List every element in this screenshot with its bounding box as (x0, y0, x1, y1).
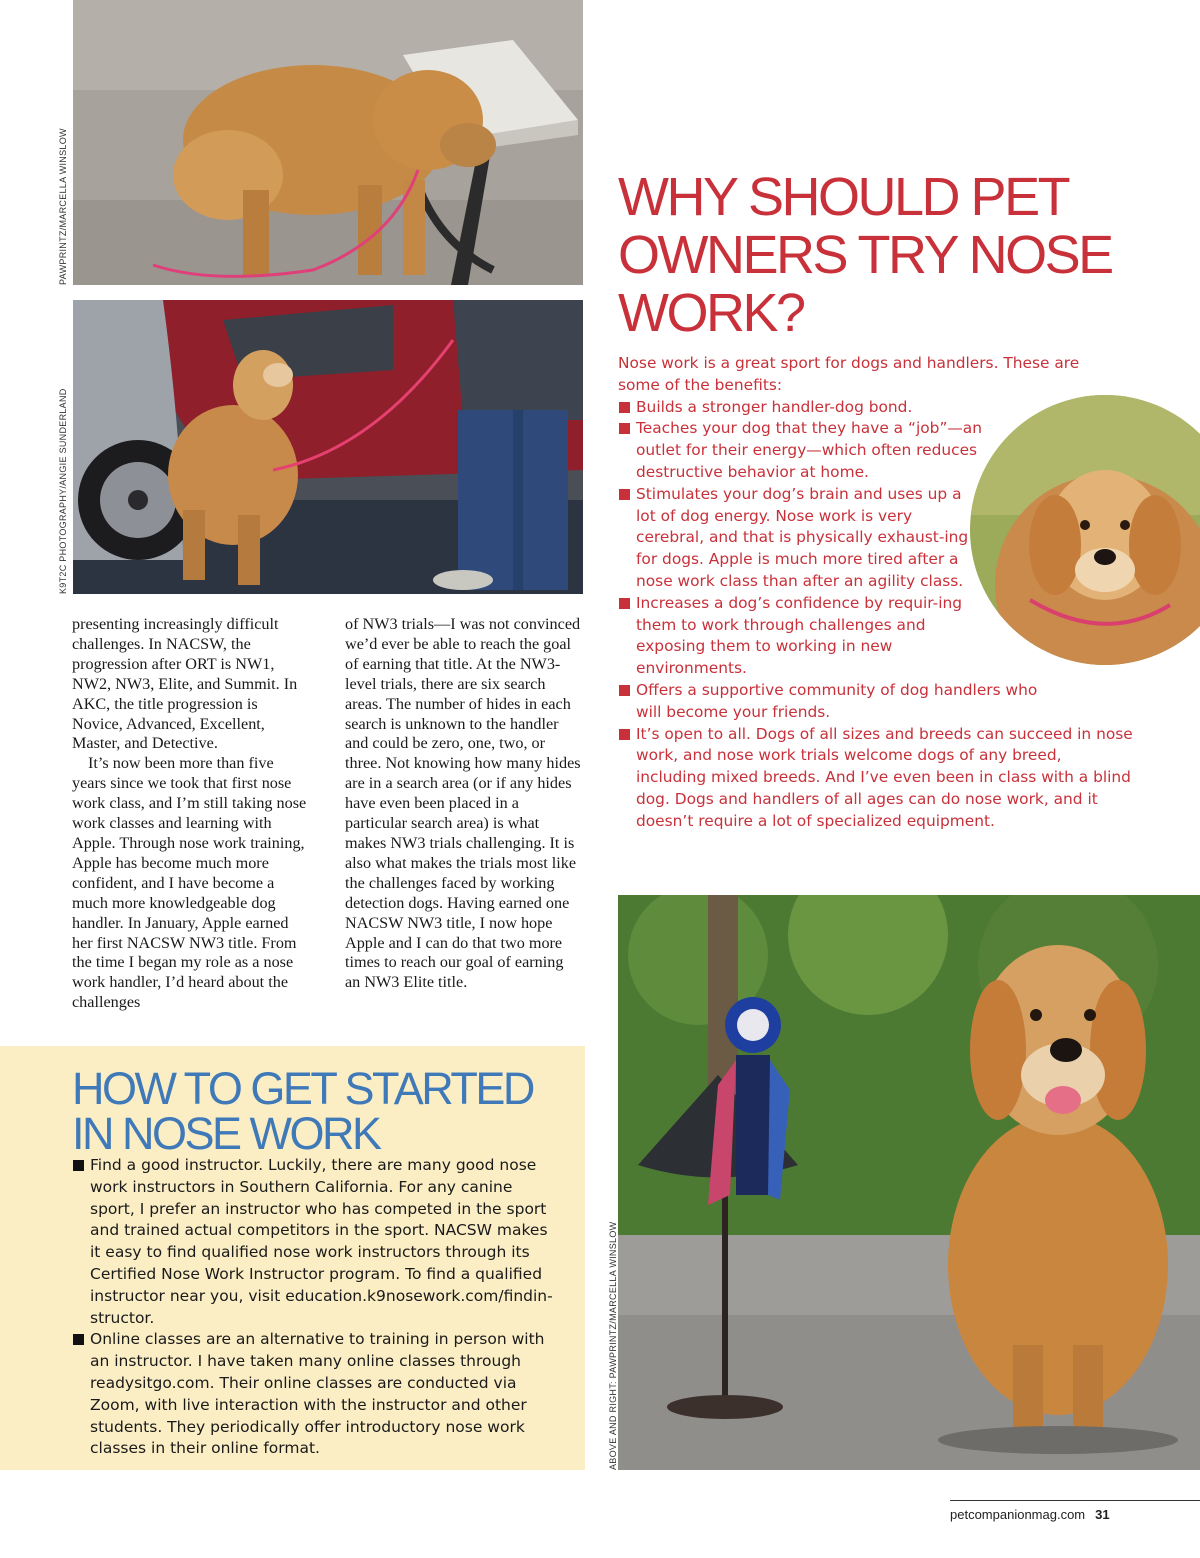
photo-dog-sniffing-bench (73, 0, 583, 285)
bullet-square-icon (619, 685, 630, 696)
article-column-2 (345, 615, 581, 993)
photo-credit-bottom: ABOVE AND RIGHT: PAWPRINTZ/MARCELLA WINSLOW (608, 1221, 618, 1470)
how-heading: HOW TO GET STARTED IN NOSE WORK (72, 1063, 533, 1159)
bullet-square-icon (73, 1160, 84, 1171)
photo-credit-middle: K9T2C PHOTOGRAPHY/ANGIE SUNDERLAND (58, 388, 68, 594)
paragraph: of NW3 trials—I was not convinced we’d ever be able to reach the goal of earning that title. At the NW3-level trials, there are six search areas. The number of hides in each search is unknown to the handler and could be zero, one, two, or three. Not knowing how many hides are in a search area (or if any hides have even been placed in a particular search area) is what makes NW3 trials challenging. It is also what makes the trials most like the challenges faced by working detection dogs. Having earned one NACSW NW3 title, I now hope Apple and I can do that two more times to reach our goal of earning an NW3 Elite title. (345, 615, 581, 992)
bullet-square-icon (619, 402, 630, 413)
why-section (618, 353, 1133, 833)
paragraph: presenting increasingly difficult challenges. In NACSW, the progression after ORT is NW1, NW2, NW3, Elite, and Summit. In AKC, the title progression is Novice, Advanced, Excellent, Master, and Detective. (72, 615, 298, 753)
site-url: petcompanionmag.com (950, 1507, 1086, 1522)
list-item: Find a good instructor. Luckily, there are many good nose work instructors in Southern California. For any canine sport, I prefer an instructor who has competed in the sport and trained actual competitors in the sport. NACSW makes it easy to find qualified nose work instructors through its Certified Nose Work Instructor program. To find a qualified instructor near you, visit education.k9nosework.com/findin-structor. (72, 1155, 562, 1329)
list-item: Stimulates your dog’s brain and uses up a lot of dog energy. Nose work is very cerebral, and that is physically exhaust-ing for dogs. Apple is much more tired after a nose work class than after an agility class. (618, 484, 971, 593)
paragraph: It’s now been more than five years since we took that first nose work class, and I’m still taking nose work classes and learning with Apple. Through nose work training, Apple has become much more confident, and I have become a much more knowledgeable dog handler. In January, Apple earned her first NACSW NW3 title. From the time I began my role as a nose work handler, I’d heard about the challenges (72, 754, 307, 1012)
list-item: Online classes are an alternative to training in person with an instructor. I have taken many online classes through readysitgo.com. Their online classes are conducted via Zoom, with live interaction with the instructor and other students. They periodically offer introductory nose work classes in their online format. (72, 1329, 562, 1460)
article-column-1 (72, 615, 308, 1013)
why-intro: Nose work is a great sport for dogs and handlers. These are some of the benefits: (618, 354, 1080, 394)
bullet-square-icon (73, 1334, 84, 1345)
list-item: It’s open to all. Dogs of all sizes and breeds can succeed in nose work, and nose work trials welcome dogs of any breed, including mixed breeds. And I’ve even been in class with a blind dog. Dogs and handlers of all ages can do nose work, and it doesn’t require a lot of specialized equipment. (618, 724, 1136, 833)
page-number: 31 (1095, 1507, 1110, 1522)
photo-dog-with-ribbon (618, 895, 1200, 1470)
how-steps-list (72, 1155, 562, 1460)
bullet-square-icon (619, 489, 630, 500)
list-item: Increases a dog’s confidence by requir-ing them to work through challenges and exposing them to working in new environments. (618, 593, 971, 680)
list-item: Teaches your dog that they have a “job”—an outlet for their energy—which often reduces destructive behavior at home. (618, 418, 1006, 483)
photo-dog-by-car (73, 300, 583, 594)
photo-credit-top: PAWPRINTZ/MARCELLA WINSLOW (58, 128, 68, 285)
list-item: Builds a stronger handler-dog bond. (618, 397, 1118, 419)
bullet-square-icon (619, 598, 630, 609)
why-heading: WHY SHOULD PET OWNERS TRY NOSE WORK? (618, 167, 1112, 343)
bullet-square-icon (619, 729, 630, 740)
list-item: Offers a supportive community of dog handlers who will become your friends. (618, 680, 1056, 724)
page-footer (950, 1500, 1200, 1522)
why-benefits-list (618, 397, 1133, 833)
bullet-square-icon (619, 423, 630, 434)
